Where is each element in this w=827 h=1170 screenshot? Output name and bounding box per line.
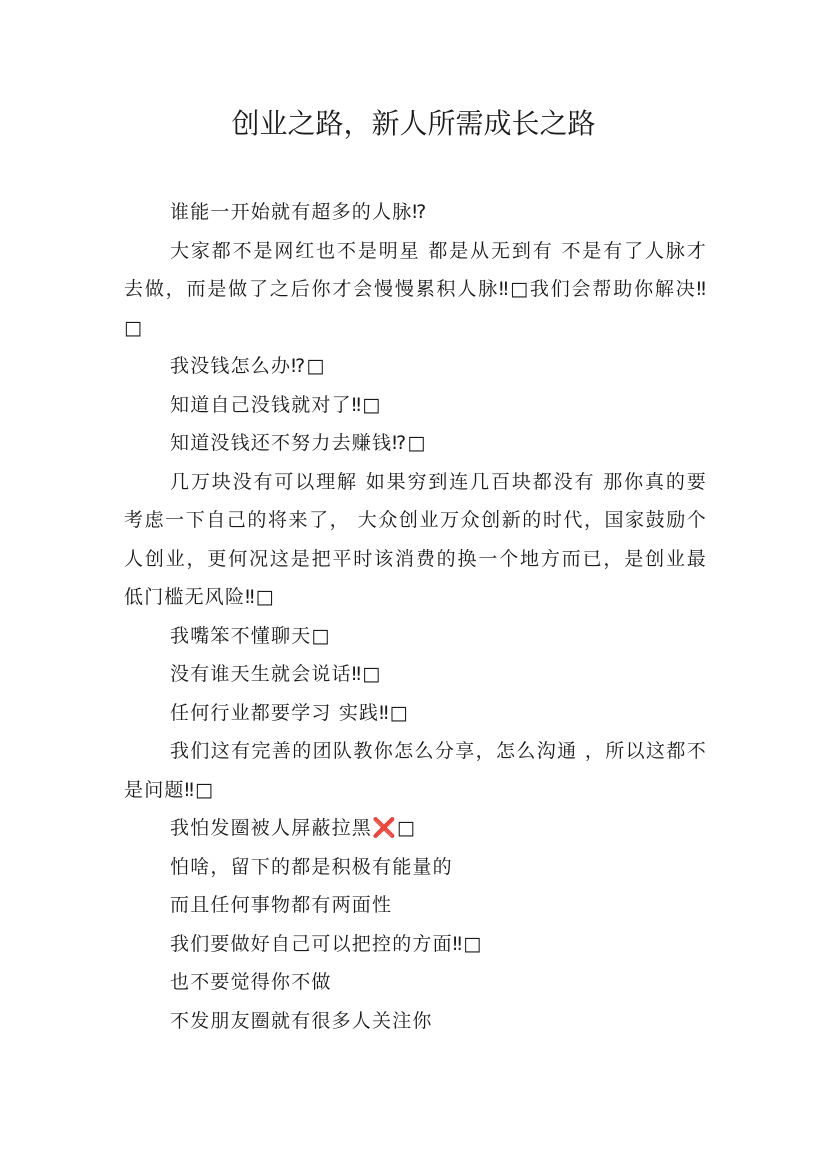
paragraph: 没有谁天生就会说话‼□: [170, 663, 382, 685]
paragraph: 怕啥，留下的都是积极有能量的: [170, 855, 453, 878]
paragraph: 也不要觉得你不做: [170, 971, 332, 993]
paragraph: 我没钱怎么办⁉□: [170, 355, 326, 377]
paragraph: 大家都不是网红也不是明星 都是从无到有 不是有了人脉才去做，而是做了之后你才会慢慢累积人脉‼□我们会帮助你解决‼□: [124, 239, 707, 339]
paragraph: 几万块没有可以理解 如果穷到连几百块都没有 那你真的要考虑一下自己的将来了， 大众创业万众创新的时代，国家鼓励个人创业，更何况这是把平时该消费的换一个地方而已，是创业最低门槛无风险‼□: [124, 470, 707, 608]
paragraph: 不发朋友圈就有很多人关注你: [170, 1009, 433, 1032]
paragraph: 我们要做好自己可以把控的方面‼□: [170, 932, 483, 955]
paragraph: 任何行业都要学习 实践‼□: [170, 701, 409, 724]
paragraph: 知道自己没钱就对了‼□: [170, 393, 382, 416]
document-body: [124, 193, 707, 1040]
paragraph: 我怕发圈被人屏蔽拉黑❌□: [170, 817, 417, 839]
paragraph: 我嘴笨不懂聊天□: [170, 624, 331, 647]
paragraph: 知道没钱还不努力去赚钱⁉□: [170, 432, 427, 454]
document-title: 创业之路，新人所需成长之路: [231, 107, 596, 140]
paragraph: 我们这有完善的团队教你怎么分享，怎么沟通 ，所以这都不是问题‼□: [124, 740, 707, 801]
paragraph: 而且任何事物都有两面性: [170, 894, 393, 916]
paragraph: 谁能一开始就有超多的人脉⁉: [170, 201, 428, 223]
